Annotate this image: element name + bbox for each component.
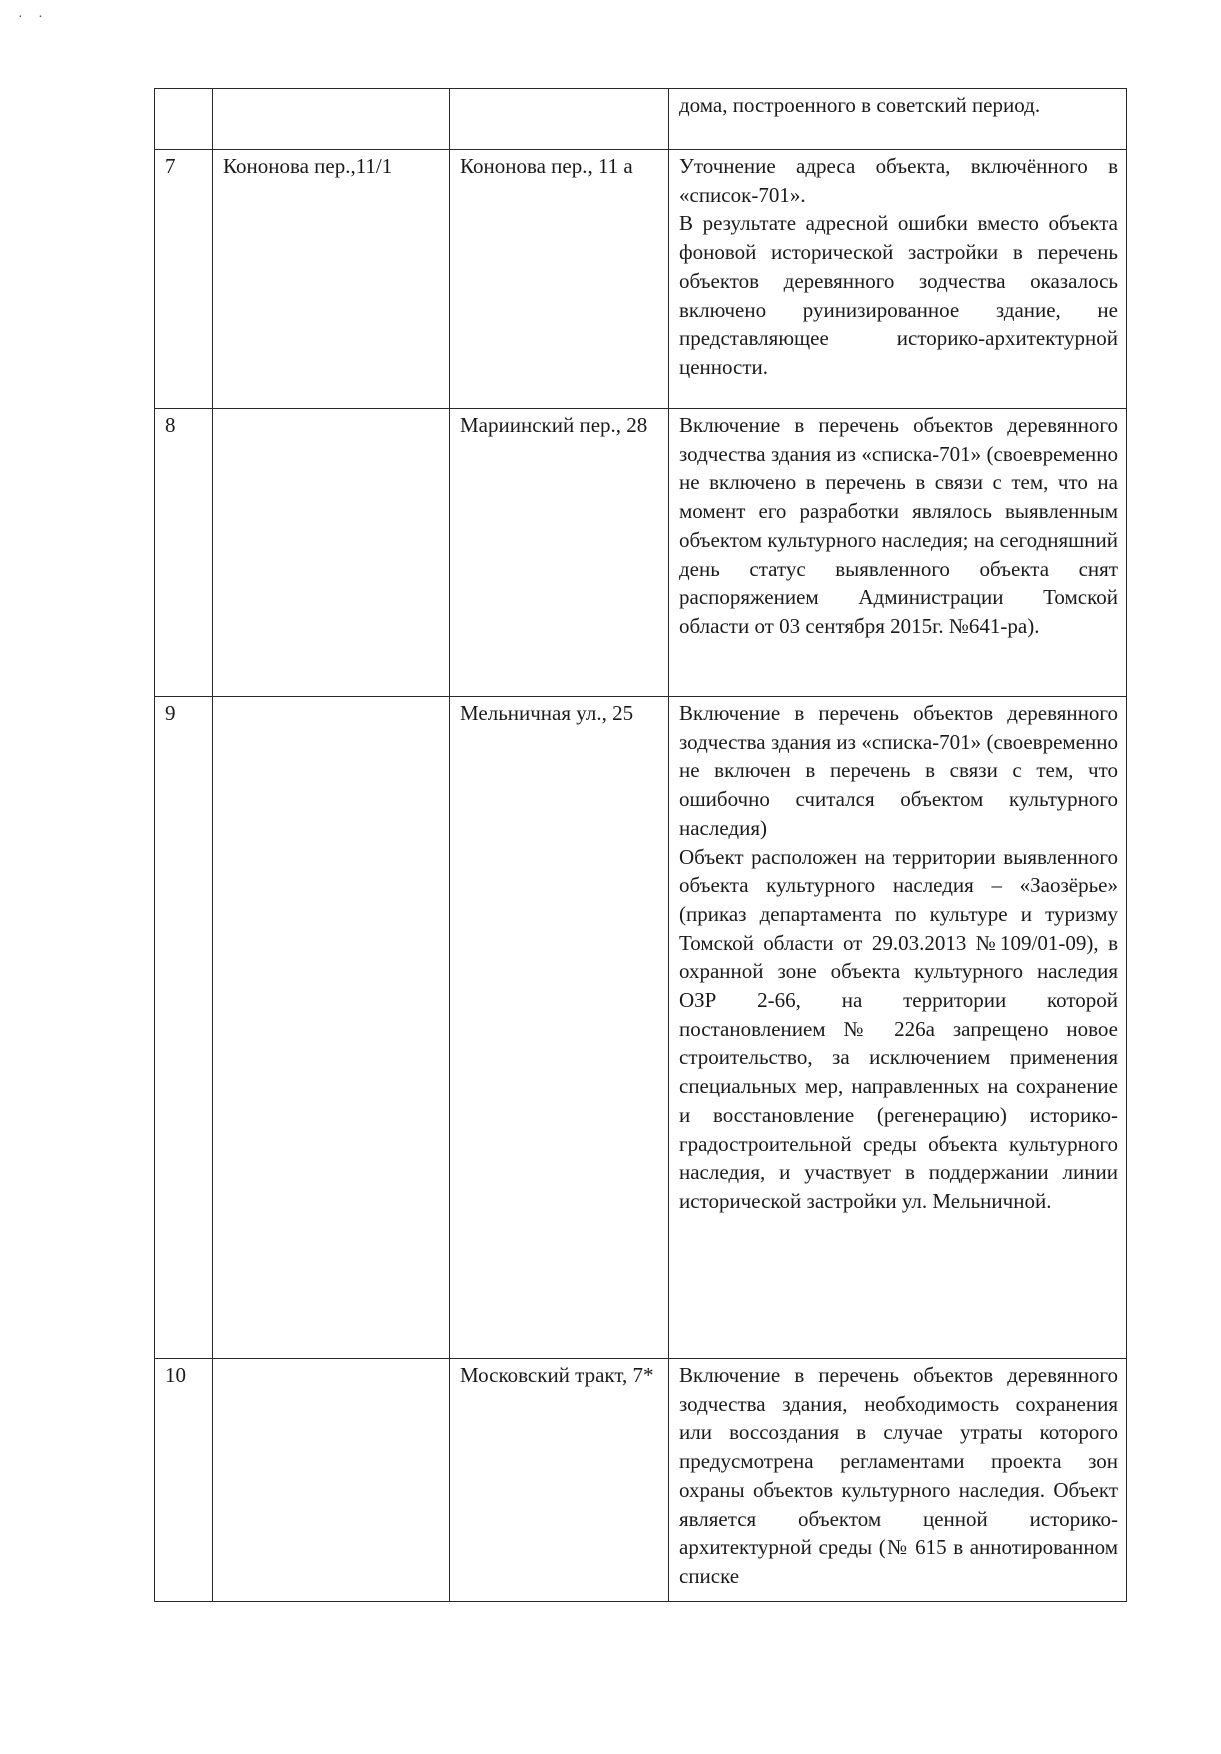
table-row [155,150,1127,409]
row-number: 8 [155,409,213,697]
row-number: 9 [155,697,213,1359]
description-paragraph: В результате адресной ошибки вместо объекта фоновой исторической застройки в перечень объектов деревянного зодчества оказалось включено руинизированное здание, не представляющее историко-архитектурной ценности. [679,211,1118,379]
description-paragraph: Включение в перечень объектов деревянного зодчества здания из «списка-701» (своевременно не включен в перечень в связи с тем, что ошибочно считался объектом культурного наследия) [679,701,1118,840]
description-paragraph: Включение в перечень объектов деревянного зодчества здания из «списка-701» (своевременно не включено в перечень в связи с тем, что на момент его разработки являлось выявленным объектом культурного наследия; на сегодняшний день статус выявленного объекта снят распоряжением Администрации Томской области от 03 сентября 2015г. №641-ра). [679,413,1118,638]
objects-table [154,88,1127,1602]
new-address: Московский тракт, 7* [450,1359,669,1602]
scan-marks: · · [18,10,49,25]
description-paragraph: Включение в перечень объектов деревянного зодчества здания, необходимость сохранения или воссоздания в случае утраты которого предусмотрена регламентами проекта зон охраны объектов культурного наследия. Объект является объектом ценной историко-архитектурной среды (№ 615 в аннотированном списке [679,1363,1118,1588]
description [669,150,1127,409]
description-paragraph: дома, построенного в советский период. [679,93,1041,117]
description-paragraph: Уточнение адреса объекта, включённого в «список-701». [679,154,1118,207]
old-address: Кононова пер.,11/1 [213,150,450,409]
description [669,409,1127,697]
table-row [155,89,1127,150]
old-address [213,1359,450,1602]
new-address: Мельничная ул., 25 [450,697,669,1359]
table-row [155,1359,1127,1602]
row-number [155,89,213,150]
description-paragraph: Объект расположен на территории выявленного объекта культурного наследия – «Заозёрье» (приказ департамента по культуре и туризму Томской области от 29.03.2013 №109/01-09), в охранной зоне объекта культурного наследия ОЗР 2-66, на территории которой постановлением № 226а запрещено новое строительство, за исключением применения специальных мер, направленных на сохранение и восстановление (регенерацию) историко-градостроительной среды объекта культурного наследия, и участвует в поддержании линии исторической застройки ул. Мельничной. [679,844,1118,1213]
new-address: Мариинский пер., 28 [450,409,669,697]
description [669,1359,1127,1602]
description [669,89,1127,150]
description [669,697,1127,1359]
old-address [213,409,450,697]
row-number: 7 [155,150,213,409]
table-row [155,697,1127,1359]
new-address [450,89,669,150]
old-address [213,89,450,150]
row-number: 10 [155,1359,213,1602]
table-row [155,409,1127,697]
new-address: Кононова пер., 11 а [450,150,669,409]
old-address [213,697,450,1359]
